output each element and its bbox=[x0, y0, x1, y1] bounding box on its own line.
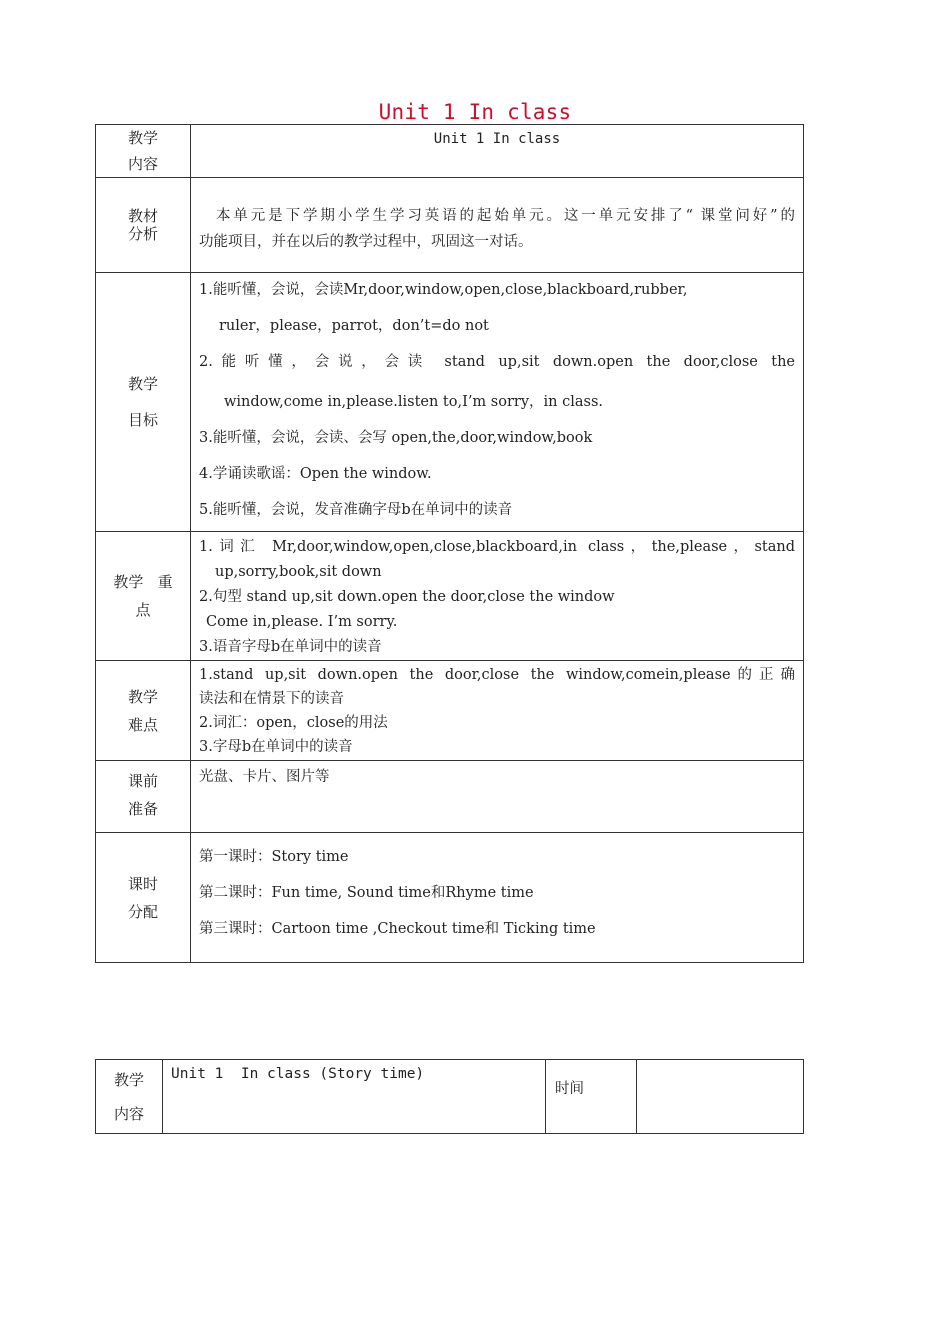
time-label: 时间 bbox=[555, 1081, 584, 1097]
objective-2a: 2.能听懂，会说，会读 stand up,sit down.open the door,close the bbox=[199, 354, 795, 370]
content-value: Unit 1 In class bbox=[433, 131, 561, 147]
schedule-label-line-1: 课时 bbox=[127, 874, 158, 893]
key-points-label-line-1: 教学 重 bbox=[113, 573, 173, 591]
lesson-content-label-line-1: 教学 bbox=[113, 1070, 144, 1089]
schedule-period-3: 第三课时：Cartoon time ,Checkout time和 Ticking time bbox=[199, 921, 596, 937]
objective-5: 5.能听懂，会说，发音准确字母b在单词中的读音 bbox=[199, 502, 513, 518]
time-label-cell bbox=[546, 1060, 637, 1134]
lesson-content-table bbox=[95, 1059, 804, 1134]
key-points-label-line-2: 点 bbox=[135, 601, 151, 619]
analysis-line-1: 本单元是下学期小学生学习英语的起始单元。这一单元安排了“ 课堂问好”的 bbox=[216, 208, 795, 224]
key-point-1a: 1.词汇 Mr,door,window,open,close,blackboard,in class，the,please，stand bbox=[199, 539, 795, 555]
schedule-label-line-2: 分配 bbox=[127, 902, 158, 921]
lesson-content-label bbox=[96, 1060, 163, 1134]
difficulties-label bbox=[96, 661, 191, 761]
key-point-1b: up,sorry,book,sit down bbox=[215, 564, 382, 580]
objectives-row bbox=[96, 273, 804, 532]
difficulty-3: 3.字母b在单词中的读音 bbox=[199, 739, 353, 755]
objective-1b: ruler，please，parrot，don’t=do not bbox=[219, 318, 489, 334]
objectives-label bbox=[96, 273, 191, 532]
preparation-label-line-1: 课前 bbox=[127, 772, 158, 790]
analysis-label-line-2: 分析 bbox=[127, 225, 158, 243]
difficulties-row bbox=[96, 661, 804, 761]
lesson-plan-table bbox=[95, 124, 804, 963]
content-value-cell bbox=[191, 125, 804, 178]
schedule-period-2: 第二课时：Fun time, Sound time和Rhyme time bbox=[199, 885, 534, 901]
objective-2b: window,come in,please.listen to,I’m sorry，in class. bbox=[224, 394, 603, 410]
objectives-label-line-1: 教学 bbox=[127, 375, 158, 393]
analysis-label-line-1: 教材 bbox=[127, 207, 158, 225]
objective-3: 3.能听懂，会说，会读、会写 open,the,door,window,book bbox=[199, 430, 593, 446]
lesson-content-row bbox=[96, 1060, 804, 1134]
objective-4: 4.学诵读歌谣：Open the window. bbox=[199, 466, 432, 482]
objectives-cell bbox=[191, 273, 804, 532]
preparation-label bbox=[96, 761, 191, 833]
key-points-cell bbox=[191, 532, 804, 661]
key-point-3: 3.语音字母b在单词中的读音 bbox=[199, 639, 382, 655]
preparation-row bbox=[96, 761, 804, 833]
key-points-row bbox=[96, 532, 804, 661]
preparation-label-line-2: 准备 bbox=[127, 800, 158, 818]
key-point-2a: 2.句型 stand up,sit down.open the door,close the window bbox=[199, 589, 615, 605]
lesson-content-value-cell bbox=[163, 1060, 546, 1134]
difficulties-cell bbox=[191, 661, 804, 761]
lesson-content-label-line-2: 内容 bbox=[113, 1104, 144, 1123]
schedule-cell bbox=[191, 833, 804, 963]
lesson-content-value: Unit 1 In class (Story time) bbox=[171, 1066, 425, 1082]
objective-1a: 1.能听懂，会说，会读Mr,door,window,open,close,blackboard,rubber, bbox=[199, 282, 688, 298]
schedule-label bbox=[96, 833, 191, 963]
content-label bbox=[96, 125, 191, 178]
objectives-label-line-2: 目标 bbox=[127, 411, 158, 429]
analysis-label bbox=[96, 178, 191, 273]
content-row bbox=[96, 125, 804, 178]
key-point-2b: Come in,please. I’m sorry. bbox=[206, 614, 398, 630]
preparation-value: 光盘、卡片、图片等 bbox=[199, 769, 330, 785]
difficulties-label-line-1: 教学 bbox=[127, 687, 158, 706]
page-title: Unit 1 In class bbox=[378, 100, 572, 124]
key-points-label bbox=[96, 532, 191, 661]
schedule-period-1: 第一课时：Story time bbox=[199, 849, 349, 865]
schedule-row bbox=[96, 833, 804, 963]
difficulty-1b: 读法和在情景下的读音 bbox=[199, 691, 344, 707]
preparation-cell bbox=[191, 761, 804, 833]
difficulty-1a: 1.stand up,sit down.open the door,close the window,comein,please的正确 bbox=[199, 667, 795, 683]
time-value-cell[interactable] bbox=[637, 1060, 804, 1134]
content-label-line-2: 内容 bbox=[127, 155, 158, 173]
analysis-line-2: 功能项目，并在以后的教学过程中，巩固这一对话。 bbox=[199, 234, 533, 250]
difficulties-label-line-2: 难点 bbox=[127, 715, 158, 734]
difficulty-2: 2.词汇：open，close的用法 bbox=[199, 715, 388, 731]
analysis-row bbox=[96, 178, 804, 273]
analysis-cell bbox=[191, 178, 804, 273]
content-label-line-1: 教学 bbox=[127, 129, 158, 147]
